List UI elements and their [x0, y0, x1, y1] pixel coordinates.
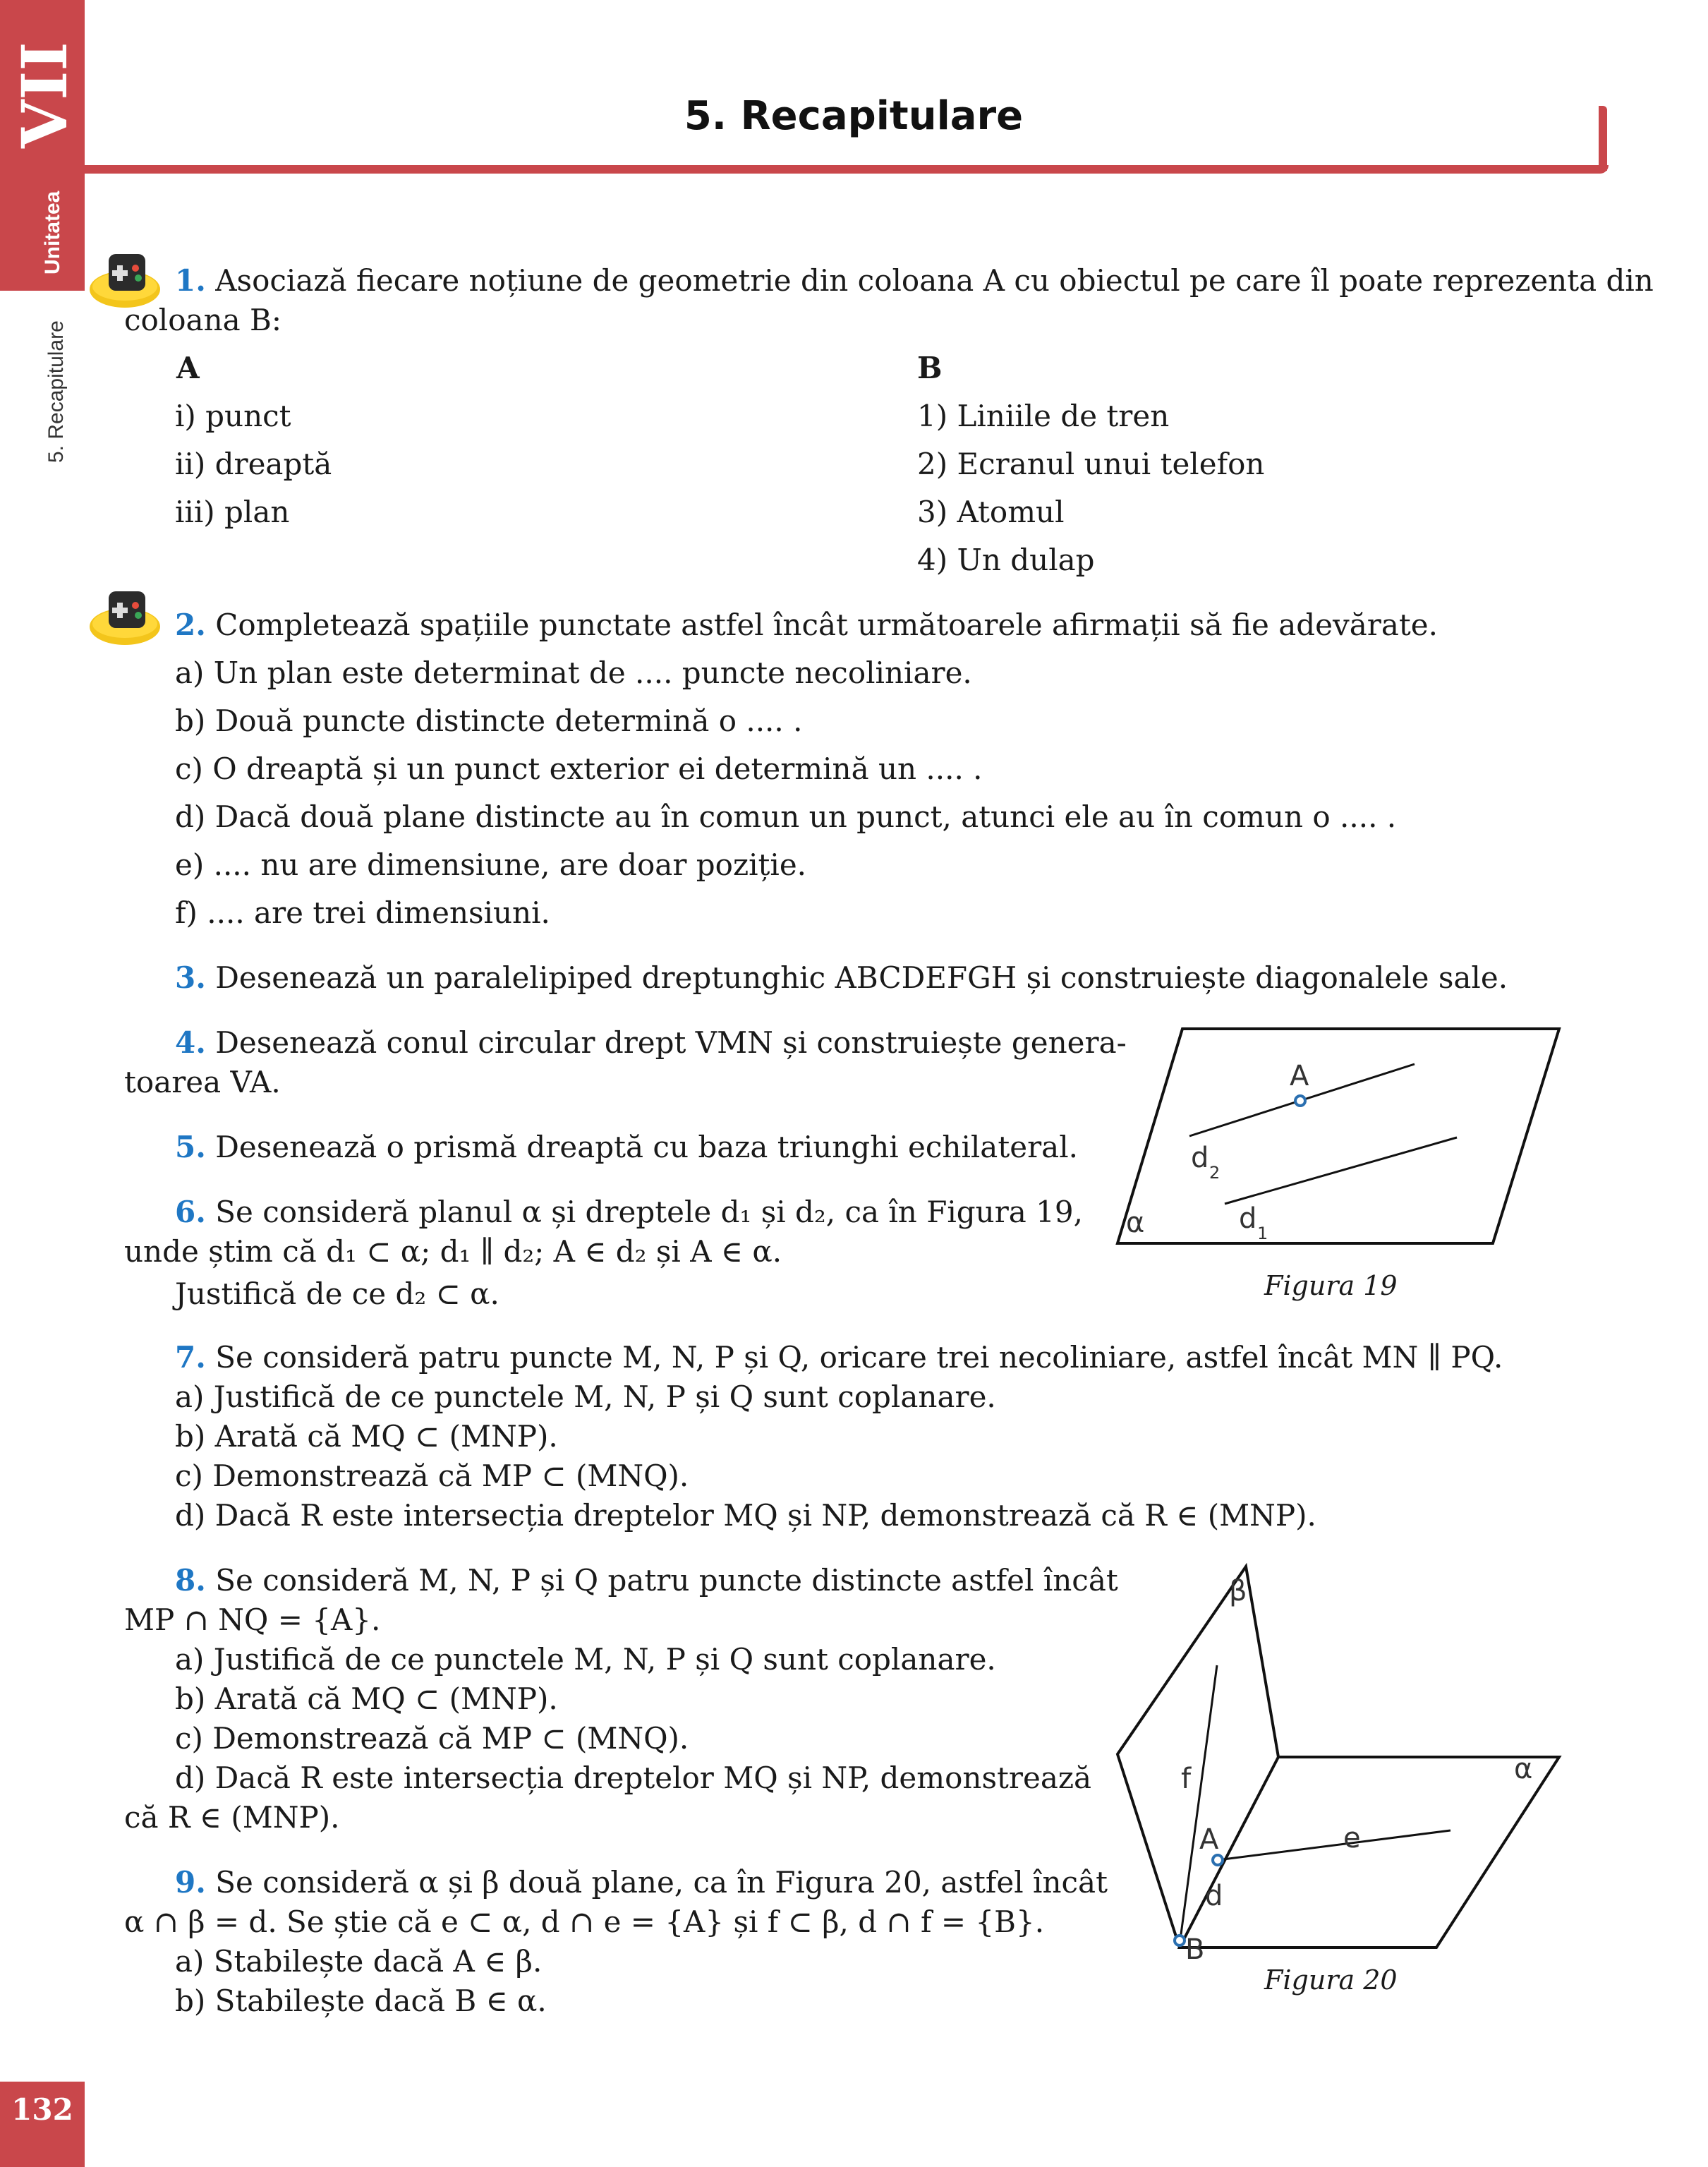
column-a-heading: A	[176, 351, 200, 385]
label-d2-subscript: 2	[1209, 1163, 1221, 1183]
unit-roman-numeral: VII	[8, 42, 81, 149]
label-d1-subscript: 1	[1257, 1224, 1268, 1243]
exercise-6-line-1	[175, 1193, 1083, 1232]
exercise-8-item: c) Demonstrează că MP ⊂ (MNQ).	[175, 1721, 689, 1756]
exercise-text: Desenează un paralelipiped dreptunghic ABCDEFGH și construiește diagonalele sale.	[215, 960, 1508, 995]
unit-label: Unitatea	[41, 191, 64, 275]
label-alpha: α	[1514, 1753, 1533, 1785]
column-a-item: iii) plan	[175, 495, 290, 529]
exercise-7-item: c) Demonstrează că MP ⊂ (MNQ).	[175, 1459, 689, 1493]
title-underline	[85, 165, 1609, 174]
exercise-2-item: b) Două puncte distincte determină o .... .	[175, 704, 803, 738]
exercise-6-line-3: Justifică de ce d₂ ⊂ α.	[175, 1276, 499, 1311]
column-b-item: 1) Liniile de tren	[917, 399, 1170, 433]
label-alpha: α	[1126, 1207, 1145, 1239]
plane-alpha-outline	[1118, 1029, 1559, 1243]
point-b-marker	[1175, 1936, 1185, 1945]
exercise-1-line-2: coloana B:	[124, 303, 282, 337]
column-b-item: 2) Ecranul unui telefon	[917, 447, 1265, 481]
figure-19-caption: Figura 19	[1264, 1270, 1398, 1301]
exercise-1-line-1	[175, 261, 1654, 301]
line-d	[1180, 1757, 1278, 1948]
exercise-text: Se consideră planul α și dreptele d₁ și d₂, ca în Figura 19,	[215, 1195, 1083, 1229]
exercise-number: 9.	[175, 1865, 206, 1900]
label-point-a: A	[1290, 1060, 1309, 1092]
exercise-2-item: d) Dacă două plane distincte au în comun un punct, atunci ele au în comun o .... .	[175, 799, 1397, 834]
exercise-4-line-1	[175, 1023, 1127, 1063]
game-controller-icon	[86, 584, 164, 648]
label-point-a: A	[1199, 1823, 1219, 1856]
exercise-number: 6.	[175, 1195, 206, 1229]
exercise-2-item: f) .... are trei dimensiuni.	[175, 895, 550, 930]
exercise-8-item: d) Dacă R este intersecția dreptelor MQ și NP, demonstrează	[175, 1761, 1092, 1795]
figure-20-caption: Figura 20	[1264, 1964, 1398, 1996]
plane-beta-outline	[1118, 1567, 1278, 1948]
column-a-item: ii) dreaptă	[175, 447, 332, 481]
exercise-text: Desenează o prismă dreaptă cu baza triunghi echilateral.	[215, 1130, 1078, 1164]
plane-alpha-outline	[1180, 1757, 1559, 1948]
exercise-9-line-2: α ∩ β = d. Se știe că e ⊂ α, d ∩ e = {A} și f ⊂ β, d ∩ f = {B}.	[124, 1905, 1045, 1939]
exercise-number: 7.	[175, 1340, 206, 1375]
exercise-8-line-1	[175, 1561, 1118, 1600]
exercise-8-item: a) Justifică de ce punctele M, N, P și Q sunt coplanare.	[175, 1642, 996, 1677]
label-d2: d	[1191, 1142, 1209, 1174]
exercise-text: Asociază fiecare noțiune de geometrie din coloana A cu obiectul pe care îl poate reprezenta din	[215, 263, 1654, 298]
section-label: 5. Recapitulare	[44, 320, 68, 463]
exercise-number: 8.	[175, 1563, 206, 1598]
exercise-number: 3.	[175, 960, 206, 995]
exercise-6-line-2: unde știm că d₁ ⊂ α; d₁ ∥ d₂; A ∈ d₂ și A ∈ α.	[124, 1234, 782, 1269]
exercise-8-tail: că R ∈ (MNP).	[124, 1800, 340, 1835]
title-corner-rule	[1599, 106, 1607, 171]
label-beta: β	[1229, 1575, 1247, 1607]
exercise-2-item: a) Un plan este determinat de .... puncte necoliniare.	[175, 656, 972, 690]
line-e	[1218, 1830, 1450, 1860]
column-b-heading: B	[917, 351, 943, 385]
column-b-item: 4) Un dulap	[917, 543, 1095, 577]
exercise-8-item: b) Arată că MQ ⊂ (MNP).	[175, 1682, 558, 1716]
figure-20-diagram	[1101, 1552, 1580, 1962]
exercise-7-line-1	[175, 1338, 1503, 1377]
exercise-7-item: a) Justifică de ce punctele M, N, P și Q sunt coplanare.	[175, 1380, 996, 1414]
exercise-number: 4.	[175, 1025, 206, 1060]
label-d1: d	[1239, 1202, 1257, 1235]
exercise-9-item: a) Stabilește dacă A ∈ β.	[175, 1944, 543, 1979]
exercise-5	[175, 1128, 1078, 1167]
page-number: 132	[11, 2092, 73, 2127]
exercise-2-intro	[175, 605, 1438, 645]
exercise-text: Se consideră patru puncte M, N, P și Q, oricare trei necoliniare, astfel încât MN ∥ PQ.	[215, 1340, 1503, 1375]
exercise-text: Completează spațiile punctate astfel încât următoarele afirmații să fie adevărate.	[215, 608, 1439, 642]
exercise-7-item: d) Dacă R este intersecția dreptelor MQ și NP, demonstrează că R ∈ (MNP).	[175, 1498, 1316, 1533]
point-a-marker	[1213, 1855, 1223, 1865]
figure-19-diagram	[1101, 1016, 1580, 1284]
label-d: d	[1205, 1880, 1223, 1912]
line-d1	[1225, 1137, 1457, 1204]
column-a-item: i) punct	[175, 399, 291, 433]
exercise-text: Desenează conul circular drept VMN și construiește genera-	[215, 1025, 1127, 1060]
exercise-8-line-2: MP ∩ NQ = {A}.	[124, 1602, 381, 1637]
column-b-item: 3) Atomul	[917, 495, 1065, 529]
page-title: 5. Recapitulare	[684, 93, 1024, 139]
exercise-2-item: e) .... nu are dimensiune, are doar poziție.	[175, 847, 807, 882]
label-f: f	[1181, 1763, 1192, 1795]
point-a-marker	[1295, 1096, 1305, 1106]
exercise-4-line-2: toarea VA.	[124, 1065, 281, 1099]
exercise-9-item: b) Stabilește dacă B ∈ α.	[175, 1984, 547, 2018]
exercise-2-item: c) O dreaptă și un punct exterior ei determină un .... .	[175, 751, 983, 786]
exercise-number: 1.	[175, 263, 206, 298]
label-e: e	[1343, 1822, 1361, 1854]
exercise-number: 5.	[175, 1130, 206, 1164]
exercise-text: Se consideră M, N, P și Q patru puncte distincte astfel încât	[215, 1563, 1118, 1598]
exercise-9-line-1	[175, 1863, 1108, 1902]
exercise-3	[175, 958, 1508, 998]
label-point-b: B	[1185, 1933, 1205, 1962]
exercise-7-item: b) Arată că MQ ⊂ (MNP).	[175, 1419, 558, 1454]
exercise-text: Se consideră α și β două plane, ca în Figura 20, astfel încât	[215, 1865, 1108, 1900]
exercise-number: 2.	[175, 608, 206, 642]
